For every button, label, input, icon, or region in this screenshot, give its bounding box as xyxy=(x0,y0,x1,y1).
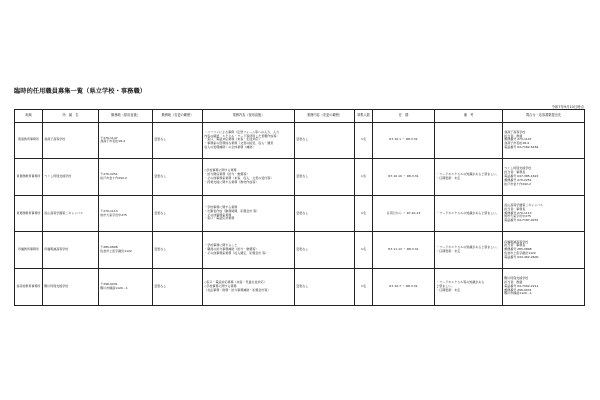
term-start: R7.10.7 xyxy=(389,283,402,288)
header-work-location: 勤務地（採用直後） xyxy=(99,110,153,123)
term-start: R7.11.13 xyxy=(388,247,402,252)
line: ・事務室の庶務的な業務（文書の接受、収入・調書 xyxy=(204,141,274,146)
line: ・ワードやエクセルの知識があると望ましい。 xyxy=(436,210,500,215)
cell-duties xyxy=(203,122,295,159)
cell-duties-change: 変更なし xyxy=(295,232,355,269)
line: つくし特別支援学校 xyxy=(504,166,532,171)
line: 〒270-2251 xyxy=(100,172,118,177)
cell-duties xyxy=(203,232,295,269)
line: 〒270-1147 xyxy=(100,135,118,140)
line: ・任期更新：未定 xyxy=(436,249,461,254)
header-work-location-change: 勤務地（変更の範囲） xyxy=(153,110,203,123)
cell-duties-change: 変更なし xyxy=(295,159,355,196)
cell-term xyxy=(373,268,435,305)
line: 我孫子市若松18-4 xyxy=(100,139,125,144)
line: ◇窓口・電話対応業務（来客・児童生徒対応） xyxy=(204,280,267,285)
line: 内容の確認、エクセル・ワード等使用した書類作成等） xyxy=(204,133,280,138)
term-end: R8.3.31 xyxy=(406,174,419,179)
line: 佐倉市上座字鍬田1122 xyxy=(504,251,536,256)
line: 鴨川特別支援学校 xyxy=(504,276,529,281)
line: 収入の処理補助）の全体業務（補助） xyxy=(204,145,256,150)
cell-term xyxy=(373,195,435,232)
line: 担当者：事務長 xyxy=(504,243,526,248)
cell-work-location xyxy=(99,232,153,269)
header-contact: 問合せ・応募書類提出先 xyxy=(503,110,585,123)
line: ・学校事務に関すること xyxy=(204,243,238,248)
line: 電話番号 04-7092-2211 xyxy=(504,283,539,288)
line: 電話番号 047-385-1622 xyxy=(504,174,539,179)
header-duties: 業務内容（採用直後） xyxy=(203,110,295,123)
cell-contact xyxy=(503,232,585,269)
cell-work-location xyxy=(99,122,153,159)
recruitment-table xyxy=(14,109,585,306)
table-row xyxy=(15,195,585,232)
cell-work-location-change: 変更なし xyxy=(153,122,203,159)
line: 〒296-0031 xyxy=(100,281,118,286)
line: ・任期更新：未定 xyxy=(436,175,461,180)
header-school: 所 属 名 xyxy=(43,110,99,123)
cell-duties xyxy=(203,195,295,232)
cell-work-location-change: 変更なし xyxy=(153,268,203,305)
cell-notes xyxy=(435,122,503,159)
cell-duties-change: 変更なし xyxy=(295,268,355,305)
line: 担当者：教頭 xyxy=(504,133,523,138)
table-row xyxy=(15,122,585,159)
cell-school: 我孫子高等学校 xyxy=(43,122,99,159)
line: ・パソコンによる事務（定型フォーム等への入力、入力 xyxy=(204,129,279,134)
line: ・任期更新：未定 xyxy=(436,287,461,292)
line: ◇学校事務に関する業務 xyxy=(204,168,237,173)
as-of-date: 令和7年9月10日時点 xyxy=(551,105,584,109)
cell-count: 1名 xyxy=(355,195,373,232)
cell-contact xyxy=(503,122,585,159)
cell-region: 印旛教育事務所 xyxy=(15,232,43,269)
line: 郵便番号 270-1147 xyxy=(504,137,532,142)
cell-work-location xyxy=(99,159,153,196)
cell-contact xyxy=(503,268,585,305)
table-row xyxy=(15,268,585,305)
cell-term xyxy=(373,232,435,269)
cell-term xyxy=(373,122,435,159)
cell-school: 流山高等学園第二キャンパス xyxy=(43,195,99,232)
line: 電話番号 043-462-2600 xyxy=(504,254,539,259)
line: 松戸市金ケ作292-2 xyxy=(100,175,127,180)
line: ・その他事務室業務（来客、収入、文書の受付等） xyxy=(204,175,274,180)
line: 流山高等学園第二キャンパス xyxy=(504,203,543,208)
cell-work-location-change: 変更なし xyxy=(153,159,203,196)
cell-duties-change: 変更なし xyxy=(295,195,355,232)
cell-term xyxy=(373,159,435,196)
cell-work-location-change: 変更なし xyxy=(153,195,203,232)
line: 我孫子高等学校 xyxy=(504,129,526,134)
line: 担当者：事務長 xyxy=(504,206,526,211)
line: 柏市大室字田中275 xyxy=(100,212,127,217)
line: 郵便番号 270-1113 xyxy=(504,210,532,215)
line: 印旛明誠高等学校 xyxy=(504,239,529,244)
cell-notes xyxy=(435,232,503,269)
term-end: R8.3.31 xyxy=(405,137,418,142)
term-sep: 〜 xyxy=(401,283,405,288)
term-sep: 〜 xyxy=(401,137,405,142)
cell-notes xyxy=(435,195,503,232)
line: 電話番号 04-7182-6184 xyxy=(504,145,539,150)
line: ・学校事務に関する業務 xyxy=(204,204,238,209)
cell-region: 南房総教育事務所 xyxy=(15,268,43,305)
line: ・給与関係業務（給与・旅費等） xyxy=(204,172,250,177)
line: ・授業支援に関する業務（教材作成等） xyxy=(204,179,259,184)
term-end: R8.3.31 xyxy=(405,283,418,288)
table-header-row xyxy=(15,110,585,123)
cell-region: 葛南教育事務所 xyxy=(15,122,43,159)
term-end: R7.10.13 xyxy=(406,210,421,215)
cell-school: つくし特別支援学校 xyxy=(43,159,99,196)
cell-count: 1名 xyxy=(355,159,373,196)
line: （支払事務・財務・給与事務補助・私費会計等） xyxy=(204,287,271,292)
table-row xyxy=(15,232,585,269)
line: 松戸市金ケ作292-2 xyxy=(504,181,531,186)
line: 佐倉市上座字鍬田1122 xyxy=(100,249,132,254)
line: ・職員の給与事務補助（給与・旅費等） xyxy=(204,247,259,252)
cell-count: 1名 xyxy=(355,232,373,269)
cell-notes xyxy=(435,268,503,305)
line: 郵便番号 285-0808 xyxy=(504,247,532,252)
term-sep: 〜 xyxy=(402,210,406,215)
term-end: R8.3.31 xyxy=(406,247,419,252)
line: 柏市大室字田中275 xyxy=(504,214,531,219)
cell-work-location xyxy=(99,195,153,232)
header-notes: 備 考 xyxy=(435,110,503,123)
line: ・出勤表作成（勤務時間、私費会計 等） xyxy=(204,208,260,213)
cell-contact xyxy=(503,159,585,196)
line: 〒270-1113 xyxy=(100,208,118,213)
line: 鴨川市横渚1120－1 xyxy=(504,291,532,296)
cell-school: 鴨川特別支援学校 xyxy=(43,268,99,305)
line: 我孫子市若松18-4 xyxy=(504,141,529,146)
cell-contact xyxy=(503,195,585,232)
term-sep: 〜 xyxy=(402,174,406,179)
line: ・ワードやエクセルの知識があると望ましい。 xyxy=(436,245,500,250)
cell-duties-change: 変更なし xyxy=(295,122,355,159)
line: ・窓口、電話対応業務（来客・生徒対応） xyxy=(204,137,262,142)
term-start: R7.10.1 xyxy=(389,137,402,142)
cell-school: 印旛明誠高等学校 xyxy=(43,232,99,269)
cell-work-location xyxy=(99,268,153,305)
line: ・ワードやエクセルの知識があると望ましい。 xyxy=(436,172,500,177)
line: 鴨川市横渚1120－1 xyxy=(100,285,128,290)
header-duties-change: 業務内容（変更の範囲） xyxy=(295,110,355,123)
cell-count: 1名 xyxy=(355,268,373,305)
line: ・ワードやエクセル等の知識がある xyxy=(436,280,485,285)
line: ・その他事務室業務（収入調定、私費会計 等） xyxy=(204,251,269,256)
line: ・窓口・電話応対業務 xyxy=(204,216,235,221)
header-count: 募集人数 xyxy=(355,110,373,123)
term-sep: 〜 xyxy=(402,247,406,252)
cell-duties xyxy=(203,159,295,196)
line: 電話番号 04-7187-0031 xyxy=(504,218,539,223)
cell-notes xyxy=(435,159,503,196)
line: 担当者：事務長 xyxy=(504,170,526,175)
cell-count: 1名 xyxy=(355,122,373,159)
cell-work-location-change: 変更なし xyxy=(153,232,203,269)
header-region: 地域 xyxy=(15,110,43,123)
line: ◇学校事務に関する業務 xyxy=(204,283,237,288)
cell-duties xyxy=(203,268,295,305)
line: 〒285-0808 xyxy=(100,245,118,250)
table-row xyxy=(15,159,585,196)
line: ・その他事務室業務 xyxy=(204,212,232,217)
cell-region: 東葛飾教育事務所 xyxy=(15,159,43,196)
line: 郵便番号 296-0031 xyxy=(504,287,532,292)
line: 郵便番号 270-2251 xyxy=(504,177,532,182)
term-start: R7.10.10 xyxy=(388,174,402,179)
page-title: 臨時的任用職員募集一覧（県立学校・事務職） xyxy=(14,88,147,95)
line: と望ましい。 xyxy=(436,283,455,288)
cell-region: 東葛飾教育事務所 xyxy=(15,195,43,232)
term-start: 任用日から xyxy=(386,210,402,215)
header-term: 任 期 xyxy=(373,110,435,123)
line: 担当者：教頭 xyxy=(504,280,523,285)
